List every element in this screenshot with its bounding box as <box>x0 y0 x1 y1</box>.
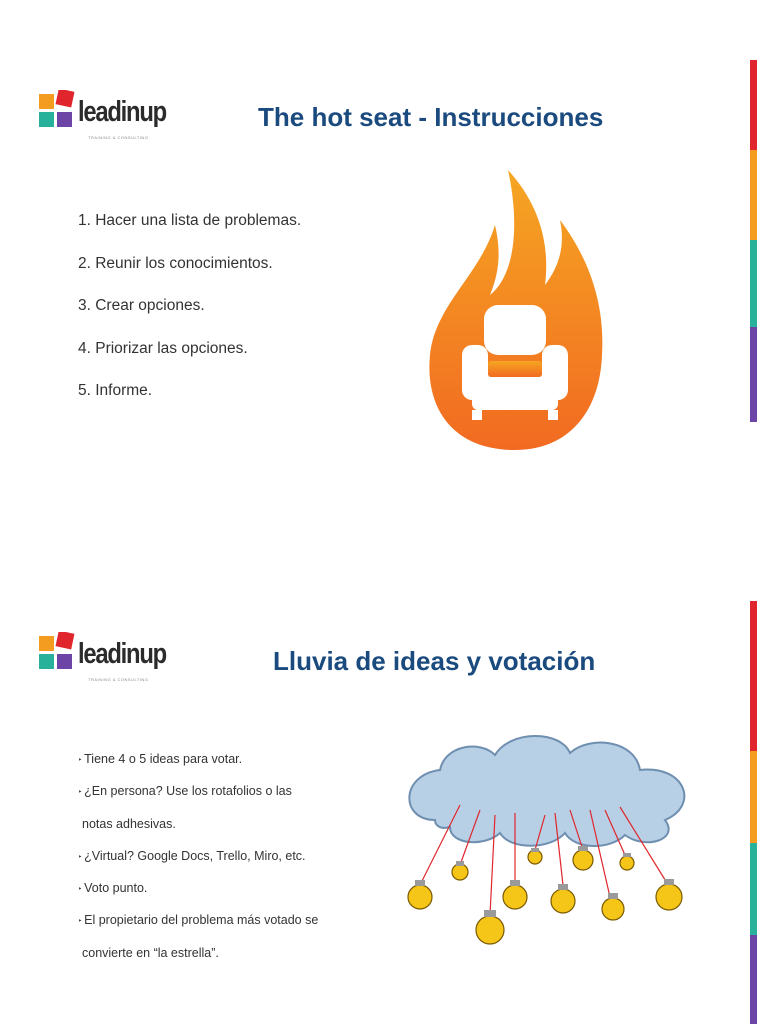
logo-squares-icon <box>38 632 76 672</box>
brand-logo <box>38 632 168 694</box>
list-item: 1. Hacer una lista de problemas. <box>78 212 302 229</box>
brand-name: leadinup <box>78 96 166 128</box>
slide-title: The hot seat - Instrucciones <box>258 102 604 132</box>
list-item-text: convierte en “la estrella”. <box>82 945 219 960</box>
list-item <box>78 946 318 978</box>
brand-tagline: TRAINING & CONSULTING <box>88 135 149 140</box>
list-item-text: notas adhesivas. <box>82 816 176 831</box>
bullet-icon: ‣ <box>78 853 83 861</box>
accent-stripes <box>750 60 757 422</box>
slide-title: Lluvia de ideas y votación <box>273 646 596 676</box>
bullet-list <box>78 752 318 978</box>
list-item: 4. Priorizar las opciones. <box>78 339 248 357</box>
list-item <box>78 784 318 816</box>
cloud-lightbulbs-icon <box>395 725 705 955</box>
bullet-icon: ‣ <box>78 885 83 893</box>
logo-squares-icon <box>38 90 76 130</box>
list-item <box>78 913 318 945</box>
list-item: 2. Reunir los conocimientos. <box>78 254 273 272</box>
list-item: 5. Informe. <box>78 382 153 399</box>
bullet-icon: ‣ <box>78 789 83 796</box>
steps-list <box>78 212 301 425</box>
list-item-text: ¿Virtual? Google Docs, Trello, Miro, etc. <box>84 848 306 863</box>
bullet-icon: ‣ <box>78 756 83 764</box>
brand-logo <box>38 90 168 152</box>
list-item <box>78 849 318 881</box>
list-item <box>78 881 318 913</box>
list-item-text: Voto punto. <box>84 881 148 896</box>
list-item <box>78 817 318 849</box>
list-item-text: Tiene 4 o 5 ideas para votar. <box>84 752 243 766</box>
list-item-text: ¿En persona? Use los rotafolios o las <box>84 784 292 799</box>
list-item-text: El propietario del problema más votado se <box>84 913 319 928</box>
flame-armchair-icon <box>420 165 610 455</box>
brand-tagline: TRAINING & CONSULTING <box>88 677 149 682</box>
brand-name: leadinup <box>78 638 166 670</box>
accent-stripes <box>750 601 757 1024</box>
list-item: 3. Crear opciones. <box>78 297 205 314</box>
list-item <box>78 752 318 784</box>
bullet-icon: ‣ <box>78 918 83 926</box>
